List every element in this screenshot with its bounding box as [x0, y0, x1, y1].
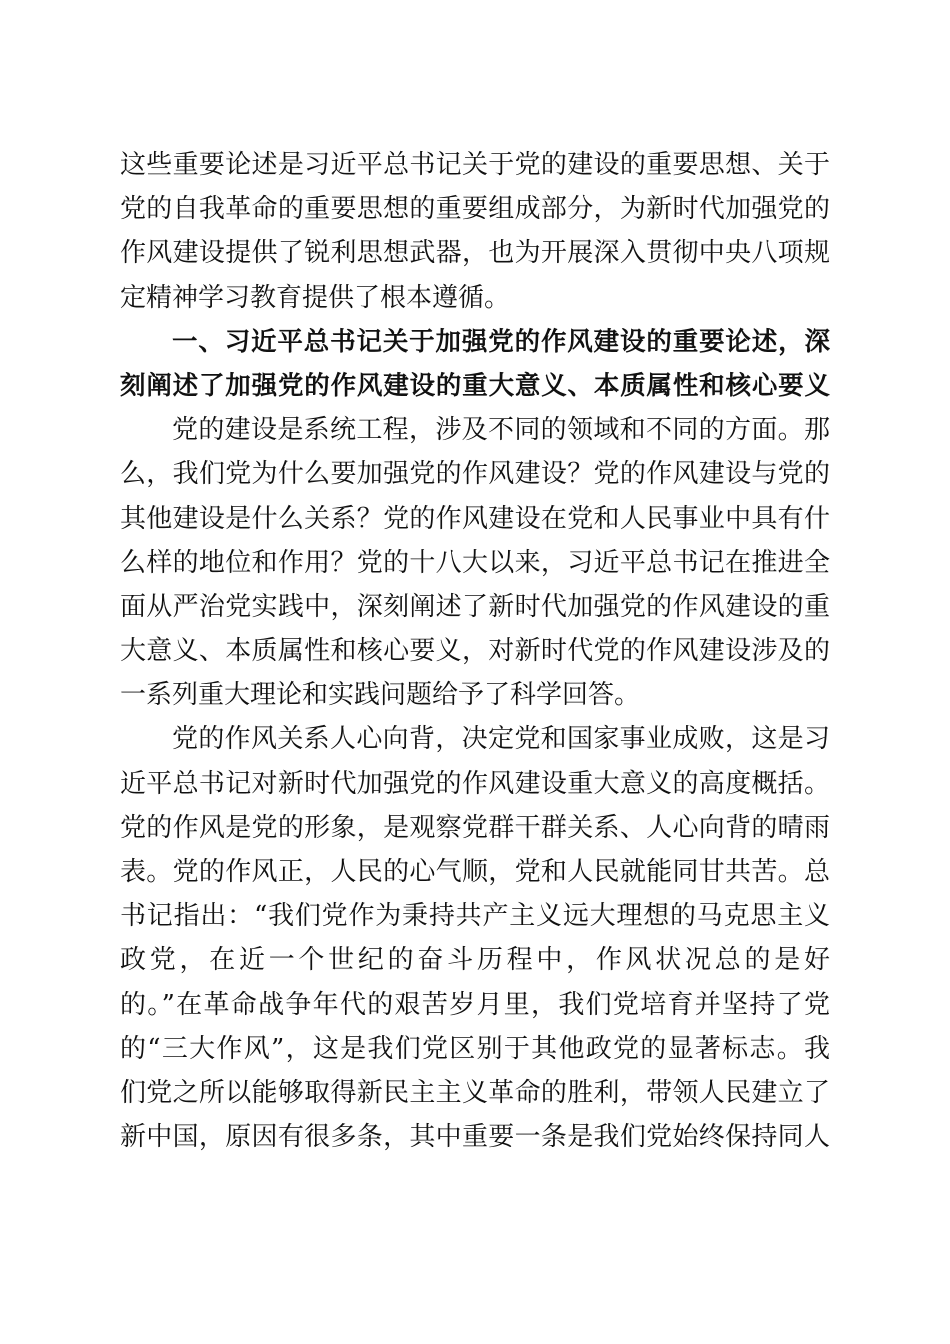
text-line: 么样的地位和作用？党的十八大以来，习近平总书记在推进全: [120, 547, 830, 578]
text-line: 定精神学习教育提供了根本遵循。: [120, 282, 511, 313]
paragraph-party-style: [120, 717, 830, 1159]
text-line: 党的自我革命的重要思想的重要组成部分，为新时代加强党的: [120, 194, 830, 225]
text-line: 表。党的作风正，人民的心气顺，党和人民就能同甘共苦。总: [120, 857, 830, 887]
text-line: 书记指出：“我们党作为秉持共产主义远大理想的马克思主义: [120, 901, 830, 932]
text-line: 面从严治党实践中，深刻阐述了新时代加强党的作风建设的重: [120, 591, 830, 622]
text-line: 作风建设提供了锐利思想武器，也为开展深入贯彻中央八项规: [120, 238, 830, 269]
text-line: 新中国，原因有很多条，其中重要一条是我们党始终保持同人: [120, 1122, 830, 1153]
text-line: 党的建设是系统工程，涉及不同的领域和不同的方面。那: [172, 415, 830, 446]
text-line: 的“三大作风”，这是我们党区别于其他政党的显著标志。我: [120, 1033, 830, 1064]
text-line: 么，我们党为什么要加强党的作风建设？党的作风建设与党的: [120, 459, 830, 490]
text-line: 的。”在革命战争年代的艰苦岁月里，我们党培育并坚持了党: [120, 989, 830, 1020]
text-line: 党的作风是党的形象，是观察党群干群关系、人心向背的晴雨: [120, 812, 830, 843]
paragraph-intro: [120, 143, 830, 320]
heading-line: 刻阐述了加强党的作风建设的重大意义、本质属性和核心要义: [120, 370, 830, 401]
text-line: 一系列重大理论和实践问题给予了科学回答。: [120, 680, 641, 711]
text-line: 党的作风关系人心向背，决定党和国家事业成败，这是习: [172, 724, 830, 755]
text-line: 们党之所以能够取得新民主主义革命的胜利，带领人民建立了: [120, 1077, 830, 1108]
paragraph-party-building: [120, 408, 830, 717]
text-line: 这些重要论述是习近平总书记关于党的建设的重要思想、关于: [120, 150, 830, 180]
text-line: 近平总书记对新时代加强党的作风建设重大意义的高度概括。: [120, 768, 830, 799]
text-line: 政党，在近一个世纪的奋斗历程中，作风状况总的是好: [120, 945, 830, 976]
heading-line: 一、习近平总书记关于加强党的作风建设的重要论述，深: [172, 326, 830, 357]
section-heading: [120, 320, 830, 408]
text-line: 大意义、本质属性和核心要义，对新时代党的作风建设涉及的: [120, 636, 830, 667]
text-line: 其他建设是什么关系？党的作风建设在党和人民事业中具有什: [120, 503, 830, 534]
